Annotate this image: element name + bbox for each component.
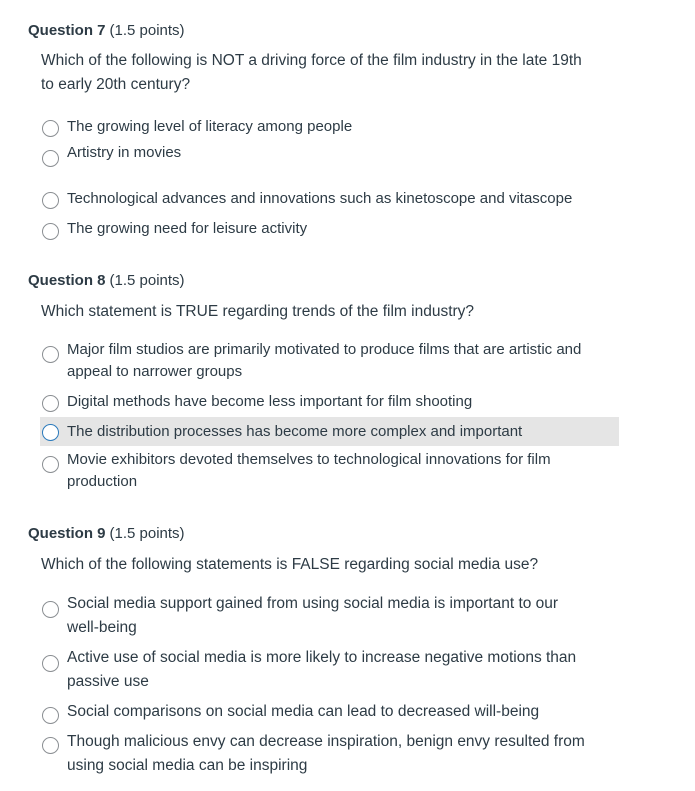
option-line: using social media can be inspiring — [67, 757, 308, 774]
radio-button[interactable] — [42, 120, 59, 137]
radio-button[interactable] — [42, 395, 59, 412]
question-9-option-4[interactable] — [40, 730, 619, 778]
option-label: Social comparisons on social media can lead to decreased will-being — [67, 703, 540, 720]
question-9-prompt — [41, 553, 538, 577]
question-number: Question 7 — [28, 22, 106, 39]
question-8-option-4[interactable] — [40, 449, 619, 493]
option-label — [67, 449, 551, 493]
question-points: (1.5 points) — [109, 525, 185, 542]
question-7-prompt — [41, 49, 582, 97]
radio-button[interactable] — [42, 346, 59, 363]
option-label: Digital methods have become less important for film shooting — [67, 393, 473, 410]
option-label: The growing level of literacy among people — [67, 118, 353, 135]
question-7-option-1[interactable] — [40, 116, 619, 138]
option-label — [67, 646, 576, 694]
question-9-option-2[interactable] — [40, 646, 619, 694]
question-7-heading — [28, 22, 185, 39]
option-line: passive use — [67, 673, 149, 690]
question-points: (1.5 points) — [109, 22, 185, 39]
question-7-option-4[interactable] — [40, 218, 619, 240]
prompt-line: Which of the following statements is FALSE regarding social media use? — [41, 556, 539, 573]
radio-button[interactable] — [42, 223, 59, 240]
option-label: Technological advances and innovations such as kinetoscope and vitascope — [67, 190, 573, 207]
option-label: Artistry in movies — [67, 144, 182, 161]
question-9-option-1[interactable] — [40, 592, 619, 640]
question-7-option-2[interactable] — [40, 142, 619, 164]
radio-button[interactable] — [42, 424, 59, 441]
option-line: production — [67, 473, 138, 490]
question-8-prompt — [41, 300, 474, 324]
question-9-heading — [28, 525, 185, 542]
radio-button[interactable] — [42, 737, 59, 754]
option-line: appeal to narrower groups — [67, 363, 243, 380]
radio-button[interactable] — [42, 707, 59, 724]
question-9-option-3[interactable] — [40, 700, 619, 724]
radio-button[interactable] — [42, 601, 59, 618]
prompt-line: Which of the following is NOT a driving force of the film industry in the late 19th — [41, 52, 582, 69]
option-label: The distribution processes has become more complex and important — [67, 423, 523, 440]
option-line: Though malicious envy can decrease inspiration, benign envy resulted from — [67, 733, 585, 750]
question-8-option-2[interactable] — [40, 391, 619, 413]
option-line: Movie exhibitors devoted themselves to technological innovations for film — [67, 451, 551, 468]
question-number: Question 9 — [28, 525, 106, 542]
radio-button[interactable] — [42, 456, 59, 473]
question-7-option-3[interactable] — [40, 188, 619, 210]
prompt-line: Which statement is TRUE regarding trends of the film industry? — [41, 303, 475, 320]
option-line: Social media support gained from using social media is important to our — [67, 595, 559, 612]
radio-button[interactable] — [42, 655, 59, 672]
question-points: (1.5 points) — [109, 272, 185, 289]
option-label — [67, 339, 581, 383]
option-label — [67, 592, 558, 640]
option-label: The growing need for leisure activity — [67, 220, 308, 237]
question-8-option-1[interactable] — [40, 339, 619, 383]
radio-button[interactable] — [42, 150, 59, 167]
prompt-line: to early 20th century? — [41, 76, 191, 93]
option-line: Major film studios are primarily motivated to produce films that are artistic and — [67, 341, 582, 358]
option-line: Active use of social media is more likely to increase negative motions than — [67, 649, 577, 666]
radio-button[interactable] — [42, 192, 59, 209]
question-8-heading — [28, 272, 185, 289]
question-8-option-3[interactable] — [40, 417, 619, 446]
option-label — [67, 730, 585, 778]
option-line: well-being — [67, 619, 137, 636]
question-number: Question 8 — [28, 272, 106, 289]
